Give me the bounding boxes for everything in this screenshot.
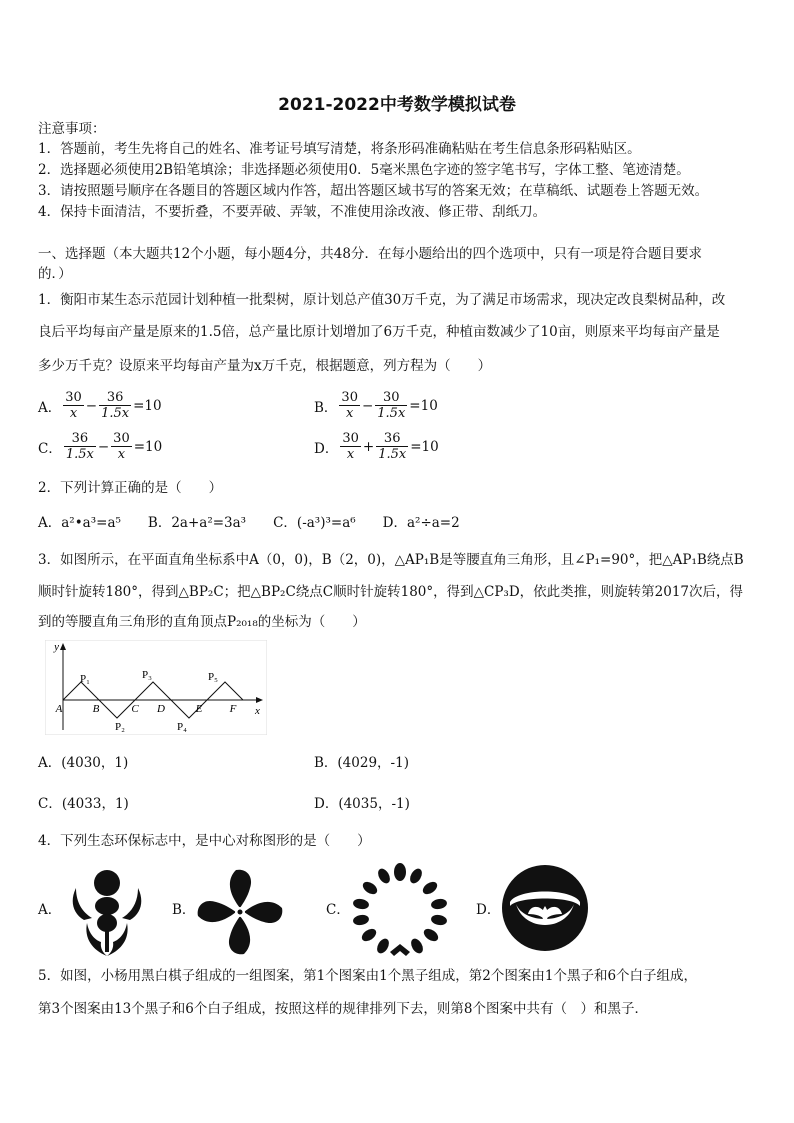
valley-label-p4: P₄ [177, 721, 187, 733]
numerator: 30 [113, 431, 130, 446]
q5-line2: 第3个图案由13个黑子和6个白子组成，按照这样的规律排列下去，则第8个图案中共有（ ）和黑子． [38, 1001, 648, 1017]
point-label-c: C [131, 703, 139, 715]
q1-option-d [314, 431, 439, 462]
eco-logo-c [350, 862, 450, 958]
fraction [375, 390, 407, 421]
option-label: A． [38, 399, 62, 416]
q3-option-b: B．(4029，-1) [314, 755, 409, 771]
q3-option-c: C．(4033，1) [38, 796, 129, 812]
point-label-b: B [92, 703, 100, 715]
operator: − [361, 397, 374, 414]
q4-option-b-label: B． [172, 902, 196, 918]
q5-line1: 5．如图，小杨用黑白棋子组成的一组图案，第1个图案由1个黑子组成，第2个图案由1个黑子和6个白子组成， [38, 968, 698, 984]
point-label-d: D [157, 703, 165, 715]
q3-option-a: A．(4030，1) [38, 755, 129, 771]
q2-options: A．a²•a³=a⁵ B．2a+a²=3a³ C．(-a³)³=a⁶ D．a²÷a=2 [38, 515, 460, 531]
y-axis-arrow [60, 643, 66, 650]
fraction [376, 431, 408, 462]
y-axis-label: y [54, 641, 59, 653]
denominator: 1.5x [378, 447, 407, 462]
q4-stem: 4．下列生态环保标志中，是中心对称图形的是（ ） [38, 833, 371, 849]
q4-option-d-label: D． [476, 902, 501, 918]
operator: − [85, 397, 98, 414]
numerator: 36 [99, 390, 131, 406]
section-heading-line2: 的．） [38, 266, 72, 282]
peak-label-p5: P₅ [208, 671, 218, 683]
eco-logo-d [500, 862, 590, 954]
rhs: =10 [133, 438, 163, 455]
numerator: 36 [376, 431, 408, 447]
notice-item-2: 2．选择题必须使用2B铅笔填涂；非选择题必须使用0．5毫米黑色字迹的签字笔书写，字体工整、笔迹清楚。 [38, 162, 690, 178]
x-axis-arrow [256, 697, 263, 703]
q3-option-d: D．(4035，-1) [314, 796, 410, 812]
numerator: 30 [341, 390, 358, 405]
q2-stem: 2．下列计算正确的是（ ） [38, 480, 223, 496]
point-label-a: A [55, 703, 63, 715]
q1-option-c [38, 431, 162, 462]
fraction [339, 390, 360, 421]
q1-option-a [38, 390, 162, 421]
denominator: 1.5x [377, 406, 406, 421]
q1-option-b [314, 390, 438, 421]
denominator: x [69, 406, 78, 421]
x-axis-label: x [255, 705, 260, 717]
operator: − [97, 438, 110, 455]
point-label-f: F [229, 703, 237, 715]
numerator: 30 [375, 390, 407, 406]
fraction [111, 431, 132, 462]
option-label: C． [38, 440, 62, 457]
q1-line1: 1．衡阳市某生态示范园计划种植一批梨树，原计划总产值30万千克，为了满足市场需求，现决定改良梨树品种，改 [38, 292, 726, 308]
numerator: 30 [65, 390, 82, 405]
fraction [63, 390, 84, 421]
peak-label-p3: P₃ [142, 669, 152, 681]
q4-option-a-label: A． [38, 902, 62, 918]
denominator: x [346, 447, 355, 462]
notice-heading: 注意事项： [38, 121, 106, 137]
denominator: 1.5x [101, 406, 130, 421]
eco-logo-b [196, 866, 284, 958]
page-title: 2021-2022中考数学模拟试卷 [278, 95, 516, 115]
q4-option-c-label: C． [326, 902, 350, 918]
rhs: =10 [410, 438, 439, 455]
q3-line2: 顺时针旋转180°，得到△BP₂C；把△BP₂C绕点C顺时针旋转180°，得到△CP₃D，依此类推，则旋转第2017次后，得 [38, 584, 744, 600]
denominator: x [346, 406, 354, 421]
eco-logo-a [62, 868, 152, 958]
option-label: B． [314, 399, 338, 416]
point-label-e: E [195, 703, 203, 715]
fraction [99, 390, 131, 421]
q3-line3: 到的等腰直角三角形的直角顶点P₂₀₁₈的坐标为（ ） [38, 614, 366, 630]
rhs: =10 [409, 397, 438, 414]
numerator: 30 [342, 431, 359, 446]
valley-label-p2: P₂ [115, 721, 125, 733]
numerator: 36 [64, 431, 96, 447]
notice-item-1: 1．答题前，考生先将自己的姓名、准考证号填写清楚，将条形码准确粘贴在考生信息条形码粘贴区。 [38, 141, 641, 157]
option-label: D． [314, 440, 339, 457]
q3-line1: 3．如图所示，在平面直角坐标系中A（0，0)，B（2，0)，△AP₁B是等腰直角三角形，且∠P₁=90°，把△AP₁B绕点B [38, 552, 744, 568]
rhs: =10 [133, 397, 162, 414]
fraction [340, 431, 361, 462]
q1-line3: 多少万千克？设原来平均每亩产量为x万千克，根据题意，列方程为（ ） [38, 358, 492, 374]
section-heading-line1: 一、选择题（本大题共12个小题，每小题4分，共48分．在每小题给出的四个选项中，只有一项是符合题目要求 [38, 246, 702, 262]
q1-line2: 良后平均每亩产量是原来的1.5倍，总产量比原计划增加了6万千克，种植亩数减少了10亩，则原来平均每亩产量是 [38, 324, 720, 340]
peak-label-p1: P₁ [80, 673, 90, 685]
notice-item-3: 3．请按照题号顺序在各题目的答题区域内作答，超出答题区域书写的答案无效；在草稿纸、试题卷上答题无效。 [38, 183, 709, 199]
fraction [64, 431, 96, 462]
denominator: x [117, 447, 126, 462]
denominator: 1.5x [65, 447, 94, 462]
notice-item-4: 4．保持卡面清洁，不要折叠，不要弄破、弄皱，不准使用涂改液、修正带、刮纸刀。 [38, 204, 547, 220]
q3-zigzag-figure [45, 640, 267, 735]
operator: + [362, 438, 375, 455]
